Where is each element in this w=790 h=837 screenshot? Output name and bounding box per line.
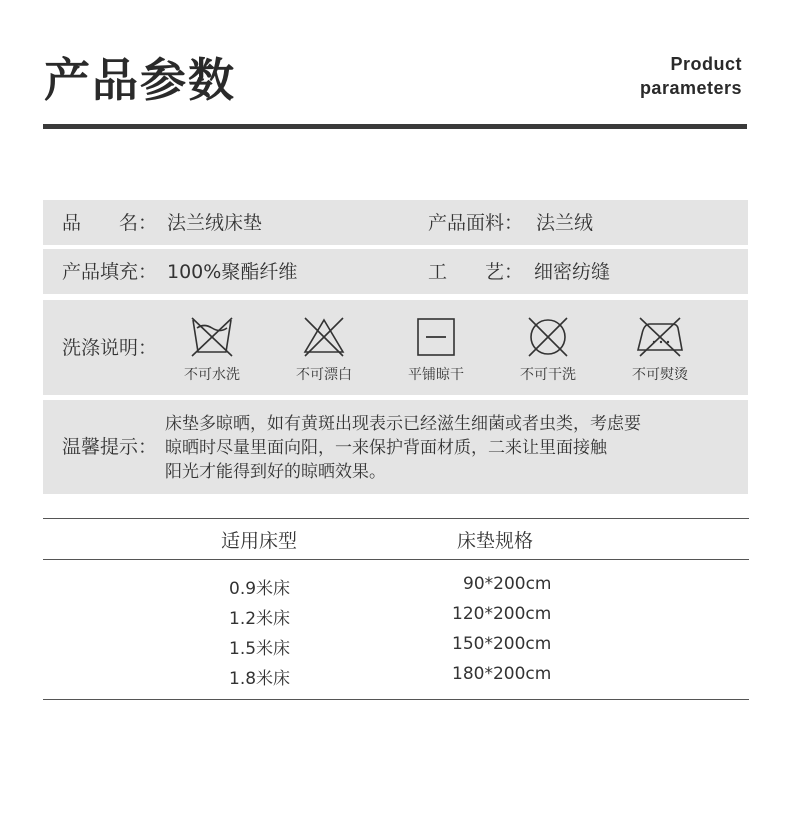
wash-caption: 不可干洗 — [520, 367, 576, 383]
wash-item-no-bleach — [279, 314, 369, 384]
dry-flat-icon — [413, 314, 459, 360]
table-row — [0, 634, 790, 664]
bed-type-cell: 1.2米床 — [229, 609, 291, 629]
mattress-size-cell: 150*200cm — [452, 634, 552, 654]
mattress-size-cell: 180*200cm — [452, 664, 552, 684]
no-bleach-icon — [301, 314, 347, 360]
name-value: 法兰绒床垫 — [167, 212, 263, 234]
table-bottom-rule — [43, 699, 749, 700]
tips-line: 床垫多晾晒，如有黄斑出现表示已经滋生细菌或者虫类，考虑要 — [165, 414, 641, 434]
name-label: 品 名： — [62, 212, 158, 234]
mattress-size-cell: 90*200cm — [463, 574, 552, 594]
subtitle-line-1: Product — [670, 54, 742, 74]
wash-item-no-water — [167, 314, 257, 384]
spec-row-filling-craft — [43, 249, 748, 294]
table-top-rule — [43, 518, 749, 519]
bed-type-cell: 0.9米床 — [229, 579, 291, 599]
bed-type-cell: 1.5米床 — [229, 639, 291, 659]
wash-caption: 不可漂白 — [296, 367, 352, 383]
tips-line: 晾晒时尽量里面向阳，一来保护背面材质，二来让里面接触 — [165, 438, 607, 458]
filling-value: 100%聚酯纤维 — [167, 261, 298, 283]
table-header-rule — [43, 559, 749, 560]
title-divider — [43, 124, 747, 129]
mattress-size-cell: 120*200cm — [452, 604, 552, 624]
table-header-mattress-size: 床垫规格 — [457, 530, 534, 552]
no-iron-icon — [634, 314, 686, 360]
wash-item-dry-flat — [391, 314, 481, 384]
no-water-wash-icon — [189, 314, 235, 360]
spec-row-name-fabric — [43, 200, 748, 245]
table-row — [0, 664, 790, 694]
table-row — [0, 604, 790, 634]
bed-type-cell: 1.8米床 — [229, 669, 291, 689]
tips-row — [43, 400, 748, 494]
table-header-bed-type: 适用床型 — [221, 530, 298, 552]
table-row — [0, 574, 790, 604]
tips-text — [165, 412, 725, 484]
page-title: 产品参数 — [44, 53, 236, 107]
washing-instructions-row — [43, 300, 748, 395]
fabric-value: 法兰绒 — [536, 212, 594, 234]
wash-caption: 不可水洗 — [184, 367, 240, 383]
tips-line: 阳光才能得到好的晾晒效果。 — [165, 462, 386, 482]
no-dry-clean-icon — [525, 314, 571, 360]
filling-label: 产品填充： — [62, 261, 158, 283]
washing-label: 洗涤说明： — [62, 337, 158, 359]
fabric-label: 产品面料： — [428, 212, 524, 234]
wash-caption: 平铺晾干 — [408, 367, 464, 383]
craft-label: 工 艺： — [428, 261, 524, 283]
tips-label: 温馨提示： — [62, 436, 158, 458]
wash-item-no-dry-clean — [503, 314, 593, 384]
page-subtitle-en — [640, 52, 742, 100]
craft-value: 细密纺缝 — [534, 261, 611, 283]
subtitle-line-2: parameters — [639, 78, 742, 98]
wash-item-no-iron — [615, 314, 705, 384]
wash-caption: 不可熨烫 — [632, 367, 688, 383]
